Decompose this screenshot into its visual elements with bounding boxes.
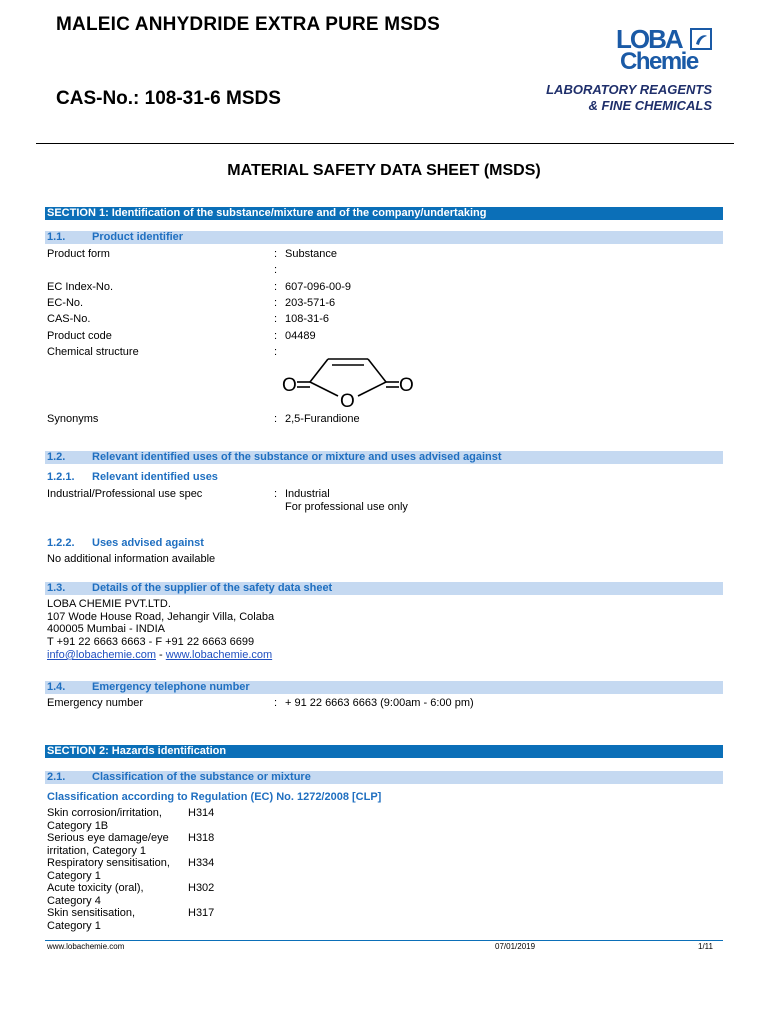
header-divider [36,143,734,144]
company-logo [612,26,716,82]
subsection-1-4-header [45,681,723,694]
structure-atom-o-ring: O [340,391,355,410]
tagline-line-2: & FINE CHEMICALS [588,98,712,113]
advised-against-text: No additional information available [47,553,216,565]
subsection-title: Details of the supplier of the safety data sheet [92,582,333,594]
hazard-code: H334 [188,857,215,869]
row-colon: : [274,313,278,325]
row-value: 108-31-6 [285,313,330,325]
hazard-code: H314 [188,807,215,819]
supplier-phone: T +91 22 6663 6663 - F +91 22 6663 6699 [47,636,255,648]
classification-line: Respiratory sensitisation, [47,857,170,869]
row-value: Industrial [285,488,330,500]
subsection-1-3-header [45,582,723,595]
supplier-city: 400005 Mumbai - INDIA [47,623,165,635]
cas-heading: CAS-No.: 108-31-6 MSDS [56,88,281,109]
subsection-number: 1.1. [47,231,66,243]
footer-date: 07/01/2019 [495,942,536,951]
document-title: MALEIC ANHYDRIDE EXTRA PURE MSDS [56,14,440,35]
classification-name [47,832,169,858]
row-colon: : [274,248,278,260]
row-label: Product form [47,248,110,260]
supplier-address: 107 Wode House Road, Jehangir Villa, Colaba [47,611,275,623]
subsection-number: 1.2.2. [47,537,75,549]
footer-website: www.lobachemie.com [47,942,125,951]
classification-line: Skin corrosion/irritation, [47,807,162,819]
row-label: Product code [47,330,112,342]
row-colon: : [274,346,278,358]
supplier-contact-links [47,649,272,662]
classification-name [47,907,135,933]
row-colon: : [274,281,278,293]
row-colon: : [274,264,278,276]
subsection-title: Product identifier [92,231,184,243]
hazard-code: H318 [188,832,215,844]
row-colon: : [274,330,278,342]
row-label: Chemical structure [47,346,139,358]
classification-line: Acute toxicity (oral), [47,882,144,894]
subsection-title: Classification of the substance or mixture [92,771,311,783]
row-value: 2,5-Furandione [285,413,360,425]
subsection-title: Relevant identified uses of the substance or mixture and uses advised against [92,451,502,463]
row-label: EC Index-No. [47,281,114,293]
classification-name [47,857,170,883]
clp-classification-heading: Classification according to Regulation (EC) No. 1272/2008 [CLP] [47,791,382,803]
classification-line: Category 4 [47,895,101,907]
subsection-number: 2.1. [47,771,66,783]
footer-page-number: 1/11 [698,942,713,951]
row-value: 607-096-00-9 [285,281,352,293]
email-link[interactable]: info@lobachemie.com [47,649,156,661]
subsection-1-2-2-heading [47,537,204,549]
subsection-2-1-header [45,771,723,784]
row-label: Emergency number [47,697,143,709]
subsection-title: Relevant identified uses [92,471,218,483]
hazard-code: H317 [188,907,215,919]
subsection-number: 1.2.1. [47,471,75,483]
classification-line: Category 1B [47,820,109,832]
hazard-code: H302 [188,882,215,894]
subsection-1-1-header [45,231,723,244]
row-value: Substance [285,248,337,260]
classification-line: Skin sensitisation, [47,907,136,919]
row-label: Industrial/Professional use spec [47,488,203,500]
row-value: For professional use only [285,501,408,513]
section-2-header: SECTION 2: Hazards identification [45,745,723,758]
row-colon: : [274,488,278,500]
row-colon: : [274,697,278,709]
logo-flask-icon [690,28,712,50]
subsection-1-2-header [45,451,723,464]
subsection-title: Uses advised against [92,537,204,549]
link-separator: - [156,649,166,661]
msds-title: MATERIAL SAFETY DATA SHEET (MSDS) [227,162,541,179]
row-label: Synonyms [47,413,99,425]
row-colon: : [274,297,278,309]
classification-name [47,882,144,908]
footer-divider [45,940,723,941]
tagline-line-1: LABORATORY REAGENTS [546,82,712,97]
row-label: CAS-No. [47,313,91,325]
company-tagline [546,82,712,114]
subsection-1-2-1-heading [47,471,218,483]
classification-line: irritation, Category 1 [47,845,147,857]
classification-line: Category 1 [47,870,101,882]
structure-atom-o-left: O [282,375,297,396]
row-label: EC-No. [47,297,84,309]
website-link[interactable]: www.lobachemie.com [165,649,273,661]
classification-line: Category 1 [47,920,101,932]
chemical-structure-diagram [280,345,420,410]
row-colon: : [274,413,278,425]
subsection-number: 1.2. [47,451,66,463]
supplier-company: LOBA CHEMIE PVT.LTD. [47,598,171,610]
structure-atom-o-right: O [399,375,414,396]
classification-name [47,807,162,833]
logo-word-chemie: Chemie [620,48,698,75]
subsection-number: 1.3. [47,582,66,594]
section-1-header: SECTION 1: Identification of the substance/mixture and of the company/undertaking [45,207,723,220]
row-value: 203-571-6 [285,297,336,309]
subsection-number: 1.4. [47,681,66,693]
logo-word-loba: LOBA [616,24,682,54]
subsection-title: Emergency telephone number [92,681,250,693]
classification-line: Serious eye damage/eye [47,832,169,844]
row-value: + 91 22 6663 6663 (9:00am - 6:00 pm) [285,697,474,709]
row-value: 04489 [285,330,316,342]
